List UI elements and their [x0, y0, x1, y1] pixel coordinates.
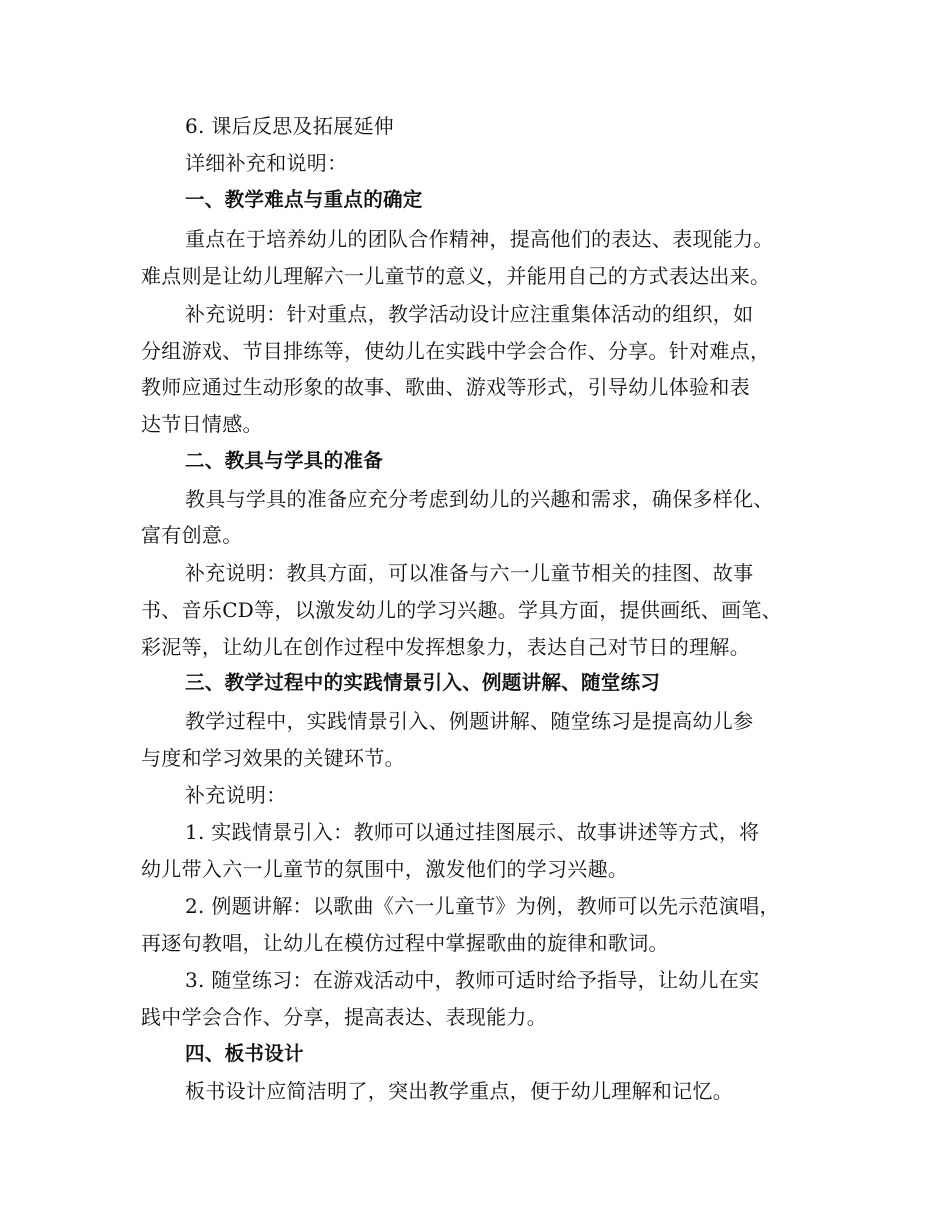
- paragraph-line: 补充说明：针对重点，教学活动设计应注重集体活动的组织，如: [185, 302, 754, 326]
- paragraph-line: 书、音乐CD等，以激发幼儿的学习兴趣。学具方面，提供画纸、画笔、: [141, 598, 782, 622]
- paragraph-line: 板书设计应简洁明了，突出教学重点，便于幼儿理解和记忆。: [185, 1079, 734, 1103]
- paragraph-line: 教具与学具的准备应充分考虑到幼儿的兴趣和需求，确保多样化、: [185, 487, 774, 511]
- paragraph-line: 与度和学习效果的关键环节。: [141, 746, 405, 770]
- list-item-3: 3. 随堂练习：在游戏活动中，教师可适时给予指导，让幼儿在实: [185, 968, 760, 992]
- paragraph-line: 分组游戏、节目排练等，使幼儿在实践中学会合作、分享。针对难点，: [141, 339, 771, 363]
- list-item-6: 6. 课后反思及拓展延伸: [185, 114, 395, 138]
- list-item-1: 1. 实践情景引入：教师可以通过挂图展示、故事讲述等方式，将: [185, 820, 760, 844]
- paragraph-line: 达节日情感。: [141, 412, 263, 436]
- section-heading-1: 一、教学难点与重点的确定: [185, 188, 423, 211]
- paragraph-line: 教师应通过生动形象的故事、歌曲、游戏等形式，引导幼儿体验和表: [141, 375, 750, 399]
- paragraph-line: 践中学会合作、分享，提高表达、表现能力。: [141, 1005, 547, 1029]
- intro-label: 详细补充和说明：: [185, 151, 348, 175]
- paragraph-line: 补充说明：教具方面，可以准备与六一儿童节相关的挂图、故事: [185, 561, 754, 585]
- list-item-2: 2. 例题讲解：以歌曲《六一儿童节》为例，教师可以先示范演唱，: [185, 894, 780, 918]
- paragraph-line: 富有创意。: [141, 523, 243, 547]
- paragraph-line: 教学过程中，实践情景引入、例题讲解、随堂练习是提高幼儿参: [185, 709, 754, 733]
- paragraph-line: 补充说明：: [185, 783, 287, 807]
- paragraph-line: 再逐句教唱，让幼儿在模仿过程中掌握歌曲的旋律和歌词。: [141, 931, 669, 955]
- paragraph-line: 重点在于培养幼儿的团队合作精神，提高他们的表达、表现能力。: [185, 227, 774, 251]
- paragraph-line: 彩泥等，让幼儿在创作过程中发挥想象力，表达自己对节日的理解。: [141, 635, 750, 659]
- paragraph-line: 难点则是让幼儿理解六一儿童节的意义，并能用自己的方式表达出来。: [141, 264, 771, 288]
- section-heading-4: 四、板书设计: [185, 1042, 304, 1065]
- paragraph-line: 幼儿带入六一儿童节的氛围中，激发他们的学习兴趣。: [141, 857, 629, 881]
- section-heading-3: 三、教学过程中的实践情景引入、例题讲解、随堂练习: [185, 671, 661, 694]
- section-heading-2: 二、教具与学具的准备: [185, 449, 384, 472]
